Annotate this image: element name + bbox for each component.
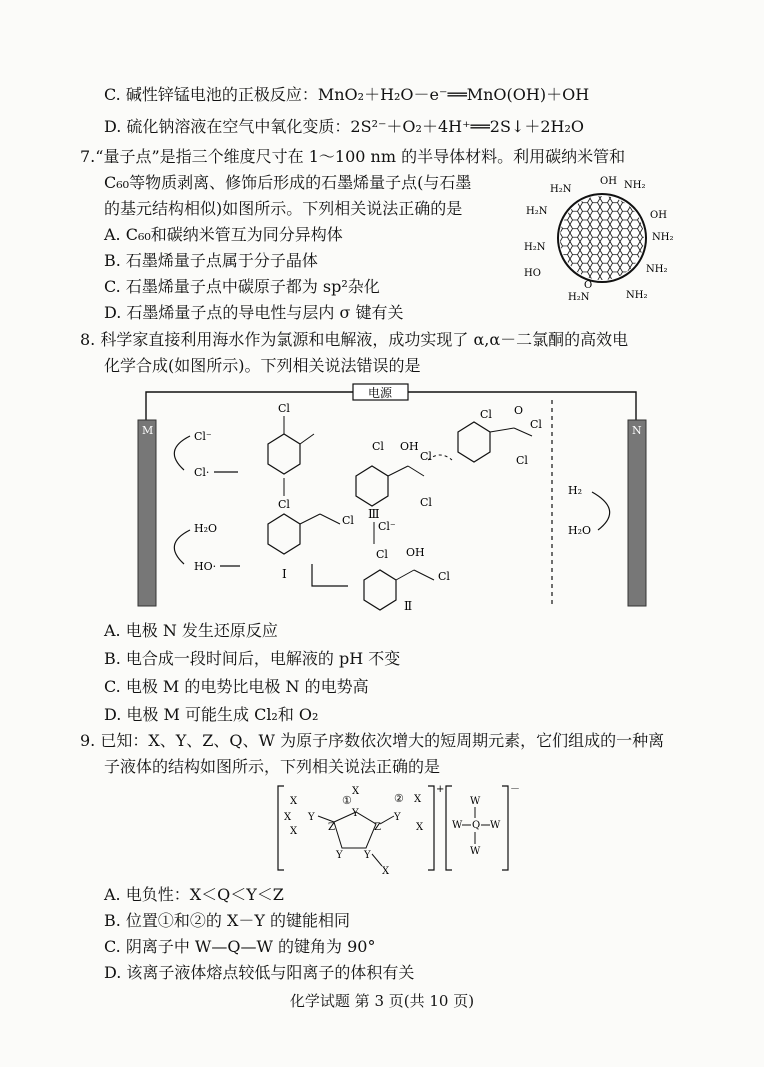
cl-mol-2: Cl <box>376 548 388 561</box>
h2o-right: H₂O <box>568 524 592 537</box>
cl-mol-3: Cl <box>372 440 384 453</box>
option-c-prev: C. 碱性锌锰电池的正极反应：MnO₂＋H₂O－e⁻══MnO(OH)＋OH <box>104 85 590 104</box>
z-2: Z <box>374 822 381 833</box>
y-3: Y <box>394 812 401 823</box>
cl-product-b: Cl <box>530 418 542 431</box>
x-1: X <box>290 796 298 807</box>
cl-mol-1b: Cl <box>342 514 354 527</box>
q8-option-d: D. 电极 M 可能生成 Cl₂和 O₂ <box>104 705 319 724</box>
label-nh2-right2: NH₂ <box>646 264 668 275</box>
ho-radical: HO· <box>194 560 217 573</box>
cl-minus: Cl⁻ <box>194 430 212 443</box>
q7-stem-line1: 7.“量子点”是指三个维度尺寸在 1～100 nm 的半导体材料。利用碳纳米管和 <box>80 147 626 166</box>
q-center: Q <box>472 820 481 831</box>
q9-stem-line2: 子液体的结构如图所示，下列相关说法正确的是 <box>104 757 441 776</box>
y-2: Y <box>352 808 359 819</box>
electrode-n <box>628 420 646 606</box>
option-d-prev: D. 硫化钠溶液在空气中氧化变质：2S²⁻＋O₂＋4H⁺══2S↓＋2H₂O <box>104 117 585 136</box>
label-oh-top: OH <box>600 176 617 187</box>
anion-charge: － <box>510 784 520 795</box>
circle-2: ② <box>394 792 404 805</box>
cl-product: Cl <box>480 408 492 421</box>
w-left: W <box>452 820 463 831</box>
x-5: X <box>414 794 422 805</box>
q7-stem-line3: 的基元结构相似)如图所示。下列相关说法正确的是 <box>104 199 463 218</box>
label-h2n-1: H₂N <box>550 184 572 195</box>
q8-stem-line1: 8. 科学家直接利用海水作为氯源和电解液，成功实现了 α,α－二氯酮的高效电 <box>80 330 629 349</box>
q7-option-d: D. 石墨烯量子点的导电性与层内 σ 键有关 <box>104 303 404 322</box>
cl-mol-2b: Cl <box>438 570 450 583</box>
label-nh2-bottom: NH₂ <box>626 290 648 301</box>
y-1: Y <box>308 812 315 823</box>
label-h2n-2: H₂N <box>526 206 548 217</box>
q8-option-b: B. 电合成一段时间后，电解液的 pH 不变 <box>104 649 401 668</box>
y-5: Y <box>364 850 371 861</box>
h2o-left: H₂O <box>194 522 218 535</box>
q7-stem-line2: C₆₀等物质剥离、修饰后形成的石墨烯量子点(与石墨 <box>104 173 472 192</box>
q7-option-a: A. C₆₀和碳纳米管互为同分异构体 <box>104 225 343 244</box>
x-7: X <box>382 866 390 877</box>
label-1: Ⅰ <box>282 567 287 581</box>
ionic-liquid-figure <box>276 782 520 877</box>
oh-mol-3: OH <box>400 440 419 453</box>
electrode-n-label: N <box>632 424 642 437</box>
label-3: Ⅲ <box>368 507 380 521</box>
label-nh2-right: NH₂ <box>652 232 674 243</box>
z-1: Z <box>328 822 335 833</box>
q9-stem-line1: 9. 已知：X、Y、Z、Q、W 为原子序数依次增大的短周期元素，它们组成的一种离 <box>80 731 665 750</box>
q9-option-d: D. 该离子液体熔点较低与阳离子的体积有关 <box>104 963 415 982</box>
label-o: O <box>584 280 593 291</box>
y-4: Y <box>336 850 343 861</box>
label-ho-left: HO <box>524 268 541 279</box>
label-2: Ⅱ <box>404 599 413 613</box>
w-right: W <box>490 820 501 831</box>
w-bottom: W <box>470 846 481 857</box>
cl-radical: Cl· <box>194 466 210 479</box>
o-product: O <box>514 404 524 417</box>
graphene-quantum-dot-figure <box>520 168 680 308</box>
w-top: W <box>470 796 481 807</box>
x-6: X <box>416 822 424 833</box>
cl-mol-1: Cl <box>278 498 290 511</box>
q8-option-c: C. 电极 M 的电势比电极 N 的电势高 <box>104 677 369 696</box>
q7-option-b: B. 石墨烯量子点属于分子晶体 <box>104 251 318 270</box>
electrode-m-label: M <box>142 424 154 437</box>
label-nh2-top: NH₂ <box>624 180 646 191</box>
circle-1: ① <box>342 794 352 807</box>
page-footer: 化学试题 第 3 页(共 10 页) <box>289 992 475 1010</box>
cl-mol-3c: Cl <box>420 496 432 509</box>
q7-option-c: C. 石墨烯量子点中碳原子都为 sp²杂化 <box>104 277 380 296</box>
oh-mol-2: OH <box>406 546 425 559</box>
x-3: X <box>290 826 298 837</box>
x-2: X <box>284 812 292 823</box>
q9-option-b: B. 位置①和②的 X－Y 的键能相同 <box>104 911 351 930</box>
cl-product-c: Cl <box>516 454 528 467</box>
cation-charge: + <box>436 784 445 795</box>
cl-minus-3: Cl⁻ <box>378 520 396 533</box>
h2-label: H₂ <box>568 484 583 497</box>
q9-option-c: C. 阴离子中 W—Q—W 的键角为 90° <box>104 937 376 956</box>
electrode-m <box>138 420 156 606</box>
label-oh-right: OH <box>650 210 667 221</box>
label-h2n-bottom: H₂N <box>568 292 590 303</box>
q9-option-a: A. 电负性：X＜Q＜Y＜Z <box>104 885 284 904</box>
cl-mol-3b: Cl <box>420 450 432 463</box>
cl-mol-a: Cl <box>278 402 290 415</box>
q8-stem-line2: 化学合成(如图所示)。下列相关说法错误的是 <box>104 356 421 375</box>
label-h2n-3: H₂N <box>524 242 546 253</box>
x-4: X <box>352 786 360 797</box>
electrolysis-figure <box>128 384 668 614</box>
power-source-label: 电源 <box>367 386 393 400</box>
q8-option-a: A. 电极 N 发生还原反应 <box>104 621 278 640</box>
